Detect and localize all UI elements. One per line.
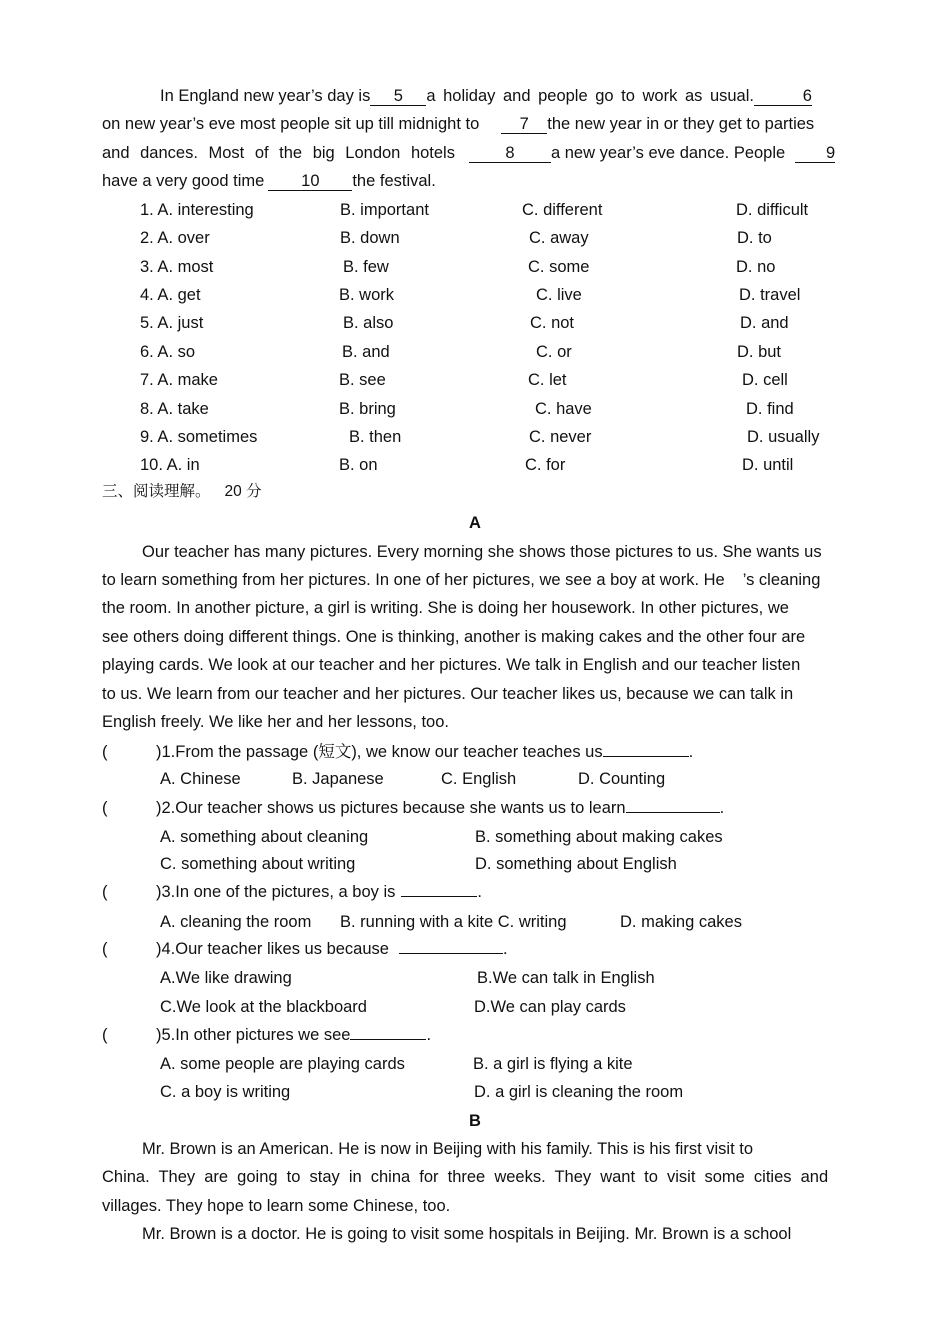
option-2b[interactable]: B. down [340,229,400,247]
q1-option-a[interactable]: A. Chinese [160,770,241,788]
option-5d[interactable]: D. and [740,314,789,332]
option-4c[interactable]: C. live [536,286,582,304]
blank-10[interactable]: 10 [268,172,352,191]
q4-option-d[interactable]: D.We can play cards [474,998,626,1016]
passage-a-line-5: playing cards. We look at our teacher and her pictures. We talk in English and our teacher listen [102,656,801,674]
q2-option-b[interactable]: B. something about making cakes [475,828,723,846]
q5-blank[interactable] [350,1025,426,1040]
option-6d[interactable]: D. but [737,343,782,361]
option-9c[interactable]: C. never [529,428,592,446]
q2-option-c[interactable]: C. something about writing [160,855,356,873]
q2-option-d[interactable]: D. something about English [475,855,677,873]
option-9a[interactable]: 9. A. sometimes [140,428,258,446]
option-6a[interactable]: 6. A. so [140,343,196,361]
section-title: 三、阅读理解。 20 分 [102,483,262,500]
option-10b[interactable]: B. on [339,456,378,474]
q4-blank[interactable] [399,939,503,954]
option-7b[interactable]: B. see [339,371,386,389]
option-4b[interactable]: B. work [339,286,395,304]
option-6b[interactable]: B. and [342,343,390,361]
option-3d[interactable]: D. no [736,258,776,276]
option-5b[interactable]: B. also [343,314,394,332]
option-1d[interactable]: D. difficult [736,201,809,219]
q3-option-a[interactable]: A. cleaning the room [160,913,312,931]
option-8d[interactable]: D. find [746,400,794,418]
answer-paren-3[interactable]: ( [102,883,108,901]
q1-option-d[interactable]: D. Counting [578,770,666,788]
option-4a[interactable]: 4. A. get [140,286,201,304]
option-1c[interactable]: C. different [522,201,603,219]
blank-5[interactable]: 5 [370,87,426,106]
question-3: )3.In one of the pictures, a boy is . [156,883,482,901]
option-2a[interactable]: 2. A. over [140,229,210,247]
q3-option-b[interactable]: B. running with a kite C. writing [340,913,567,931]
option-7c[interactable]: C. let [528,371,567,389]
passage-b-line-2: China. They are going to stay in china for three weeks. They want to visit some cities and [102,1168,829,1186]
question-2: )2.Our teacher shows us pictures because she wants us to learn . [156,799,725,817]
passage-a-line-1: Our teacher has many pictures. Every morning she shows those pictures to us. She wants us [142,543,822,561]
q3-blank[interactable] [401,882,477,897]
option-10d[interactable]: D. until [742,456,794,474]
passage-a-heading: A [469,514,481,532]
option-1a[interactable]: 1. A. interesting [140,201,254,219]
passage-a-line-7: English freely. We like her and her lessons, too. [102,713,449,731]
q1-option-b[interactable]: B. Japanese [292,770,384,788]
passage-a-line-6: to us. We learn from our teacher and her pictures. Our teacher likes us, because we can talk in [102,685,794,703]
cloze-line-3: and dances. Most of the big London hotels 8 a new year’s eve dance. People 9 [102,144,836,162]
q5-option-b[interactable]: B. a girl is flying a kite [473,1055,633,1073]
question-4: )4.Our teacher likes us because . [156,940,508,958]
option-8a[interactable]: 8. A. take [140,400,209,418]
cloze-line-4: have a very good time 10 the festival. [102,172,436,190]
option-2c[interactable]: C. away [529,229,589,247]
answer-paren-1[interactable]: ( [102,743,108,761]
option-3a[interactable]: 3. A. most [140,258,214,276]
question-1: )1.From the passage (短文), we know our teacher teaches us . [156,743,694,761]
q4-option-c[interactable]: C.We look at the blackboard [160,998,367,1016]
passage-b-heading: B [469,1112,481,1130]
option-7d[interactable]: D. cell [742,371,788,389]
q2-blank[interactable] [626,798,720,813]
option-7a[interactable]: 7. A. make [140,371,218,389]
option-2d[interactable]: D. to [737,229,772,247]
answer-paren-2[interactable]: ( [102,799,108,817]
passage-a-line-4: see others doing different things. One is thinking, another is making cakes and the other four are [102,628,806,646]
cloze-line-2: on new year’s eve most people sit up till midnight to 7 the new year in or they get to parties [102,115,815,133]
option-1b[interactable]: B. important [340,201,429,219]
passage-a-line-2: to learn something from her pictures. In one of her pictures, we see a boy at work. He ’s cleaning [102,571,821,589]
q3-option-d[interactable]: D. making cakes [620,913,742,931]
passage-b-line-1: Mr. Brown is an American. He is now in Beijing with his family. This is his first visit to [142,1140,753,1158]
q5-option-a[interactable]: A. some people are playing cards [160,1055,405,1073]
cloze-line-1: In England new year’s day is 5 a holiday and people go to work as usual. 6 [160,87,812,105]
q4-option-b[interactable]: B.We can talk in English [477,969,655,987]
option-9d[interactable]: D. usually [747,428,820,446]
q5-option-d[interactable]: D. a girl is cleaning the room [474,1083,684,1101]
option-5c[interactable]: C. not [530,314,575,332]
option-3c[interactable]: C. some [528,258,590,276]
option-10a[interactable]: 10. A. in [140,456,200,474]
passage-a-line-3: the room. In another picture, a girl is writing. She is doing her housework. In other pictures, we [102,599,789,617]
option-5a[interactable]: 5. A. just [140,314,204,332]
q5-option-c[interactable]: C. a boy is writing [160,1083,291,1101]
option-8c[interactable]: C. have [535,400,592,418]
q2-option-a[interactable]: A. something about cleaning [160,828,369,846]
blank-8[interactable]: 8 [469,144,551,163]
q4-option-a[interactable]: A.We like drawing [160,969,292,987]
option-3b[interactable]: B. few [343,258,389,276]
q1-option-c[interactable]: C. English [441,770,517,788]
q1-blank[interactable] [603,742,689,757]
answer-paren-4[interactable]: ( [102,940,108,958]
blank-7[interactable]: 7 [501,115,547,134]
question-5: )5.In other pictures we see . [156,1026,432,1044]
blank-6[interactable]: 6 [754,87,812,106]
passage-b-line-4: Mr. Brown is a doctor. He is going to visit some hospitals in Beijing. Mr. Brown is a school [142,1225,792,1243]
option-8b[interactable]: B. bring [339,400,396,418]
option-10c[interactable]: C. for [525,456,566,474]
answer-paren-5[interactable]: ( [102,1026,108,1044]
option-4d[interactable]: D. travel [739,286,801,304]
option-6c[interactable]: C. or [536,343,572,361]
blank-9[interactable]: 9 [795,144,835,163]
passage-b-line-3: villages. They hope to learn some Chinese, too. [102,1197,451,1215]
option-9b[interactable]: B. then [349,428,402,446]
